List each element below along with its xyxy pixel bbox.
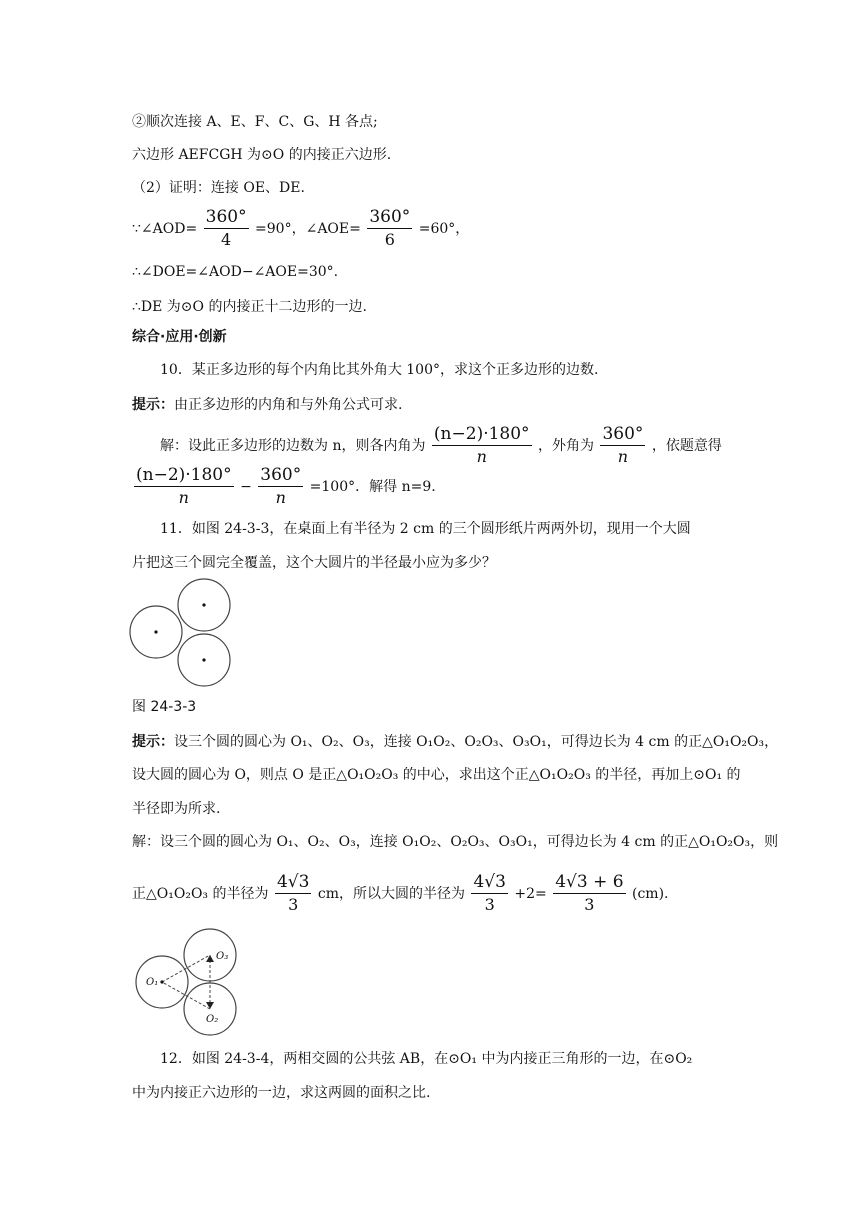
question-11-solution-line2 (132, 872, 669, 916)
fraction: $\frac{4√3}{3}$ (473, 872, 506, 914)
text-segment: ，依题意得 (651, 438, 722, 454)
center-dot-bottom (202, 658, 205, 661)
figure-three-circles (126, 578, 236, 690)
text-segment: ，外角为 (538, 438, 594, 454)
hexagon-conclusion: 六边形 AEFCGH 为⊙O 的内接正六边形. (132, 147, 392, 163)
question-11-hint-line2: 设大圆的圆心为 O，则点 O 是正△O₁O₂O₃ 的中心，求出这个正△O₁O₂O₃ 的半径，再加上⊙O₁ 的 (132, 767, 741, 783)
angle-equation-line (132, 207, 469, 251)
dashed-triangle (162, 955, 210, 1009)
center-o1 (160, 980, 163, 983)
fraction: $\frac{360^\circ}{n}$ (602, 424, 644, 466)
hint-text: 由正多边形的内角和与外角公式可求. (174, 397, 403, 413)
fraction: $\frac{4√3 + 6}{3}$ (555, 872, 624, 914)
step-connect-points: ②顺次连接 A、E、F、C、G、H 各点; (132, 114, 378, 130)
question-12-line1: 12．如图 24-3-4，两相交圆的公共弦 AB，在⊙O₁ 中为内接正三角形的一边，在⊙O₂ (160, 1051, 693, 1067)
label-o2: O₂ (206, 1014, 219, 1025)
angle-dod-result: ∴∠DOE=∠AOD−∠AOE=30°. (132, 264, 339, 280)
question-10-hint (132, 395, 402, 415)
conclusion-twelve-gon: ∴DE 为⊙O 的内接正十二边形的一边. (132, 299, 367, 315)
text-segment: 正△O₁O₂O₃ 的半径为 (132, 886, 269, 902)
fraction: $\frac{360^\circ}{4}$ (205, 207, 247, 249)
question-11-hint-line3: 半径即为所求. (132, 801, 221, 817)
fraction: $\frac{(n-2)\cdot 180^\circ}{n}$ (136, 465, 232, 507)
section-heading: 综合·应用·创新 (132, 329, 227, 345)
question-10: 10．某正多边形的每个内角比其外角大 100°，求这个正多边形的边数. (160, 362, 599, 378)
text-segment: 解：设此正多边形的边数为 n，则各内角为 (160, 438, 426, 454)
label-o3: O₃ (216, 951, 229, 962)
figure-caption: 图 24-3-3 (132, 699, 197, 715)
hint-label: 提示： (132, 734, 174, 750)
question-12-line2: 中为内接正六边形的一边，求这两圆的面积之比. (132, 1085, 431, 1101)
text-segment: =60°， (418, 221, 470, 237)
fraction: $\frac{(n-2)\cdot 180^\circ}{n}$ (433, 424, 530, 466)
center-dot-top (202, 603, 205, 606)
question-11-line2: 片把这三个圆完全覆盖，这个大圆片的半径最小应为多少？ (132, 555, 496, 571)
center-dot-left (154, 630, 157, 633)
question-10-solution-line2 (132, 465, 436, 509)
text-segment: =90°，∠AOE= (255, 221, 361, 237)
proof-start: （2）证明：连接 OE、DE. (132, 180, 305, 196)
question-11-solution-line1: 解：设三个圆的圆心为 O₁、O₂、O₃，连接 O₁O₂、O₂O₃、O₃O₁，可得边长为 4 cm 的正△O₁O₂O₃，则 (132, 834, 779, 850)
hint-label: 提示： (132, 397, 174, 413)
question-11-hint-line1 (132, 732, 778, 752)
text-segment: +2= (514, 886, 547, 902)
text-segment: =100°．解得 n=9. (309, 479, 436, 495)
minus-sign: − (240, 479, 252, 495)
fraction: $\frac{360^\circ}{6}$ (369, 207, 411, 249)
question-11-line1: 11．如图 24-3-3，在桌面上有半径为 2 cm 的三个圆形纸片两两外切，现用一个大圆 (160, 521, 691, 537)
fraction: $\frac{360^\circ}{n}$ (260, 465, 302, 507)
figure-triangle-centers (130, 924, 242, 1040)
text-segment: cm，所以大圆的半径为 (317, 886, 465, 902)
question-10-solution-line1 (160, 424, 722, 468)
text-segment: (cm). (632, 886, 669, 902)
text-segment: ∵∠AOD= (132, 221, 198, 237)
fraction: $\frac{4√3}{3}$ (276, 872, 310, 914)
label-o1: O₁ (146, 977, 159, 988)
hint-text: 设三个圆的圆心为 O₁、O₂、O₃，连接 O₁O₂、O₂O₃、O₃O₁，可得边长为 4 cm 的正△O₁O₂O₃， (174, 734, 779, 750)
